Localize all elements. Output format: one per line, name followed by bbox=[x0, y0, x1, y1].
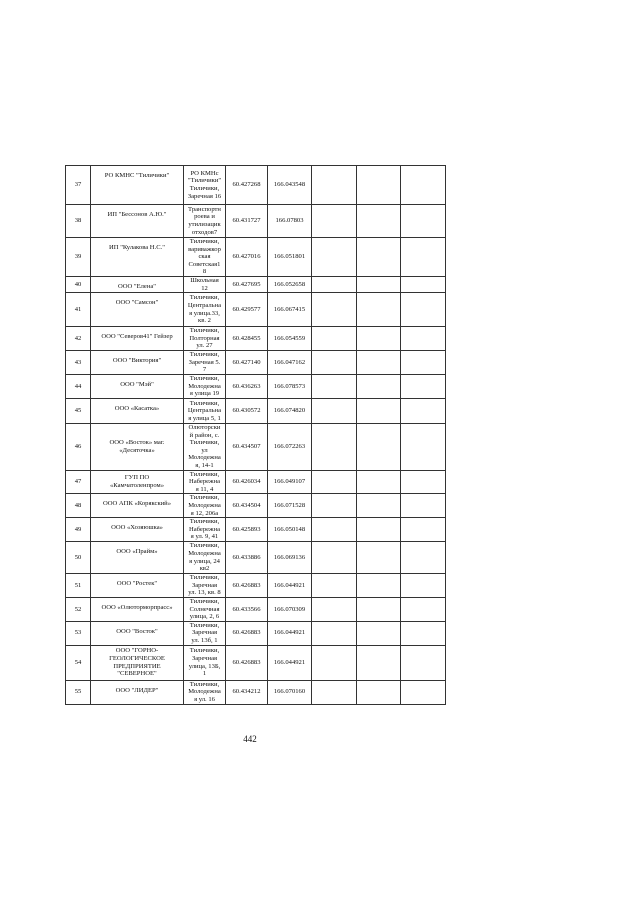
empty-cell bbox=[357, 350, 401, 374]
empty-cell bbox=[401, 470, 446, 494]
empty-cell bbox=[312, 494, 357, 518]
page-number: 442 bbox=[243, 734, 257, 744]
longitude-cell: 166.052658 bbox=[268, 276, 312, 292]
empty-cell bbox=[401, 276, 446, 292]
address-cell: Тиличики, Заречная 5. 7 bbox=[184, 350, 226, 374]
address-cell: Тиличики, Центральна я улица.33, кв. 2 bbox=[184, 293, 226, 327]
address-cell: Тиличики, вариважкор ская Советская1 8 bbox=[184, 238, 226, 277]
row-number-cell: 40 bbox=[66, 276, 91, 292]
organization-name-cell: ООО "Северов41" Гейзер bbox=[91, 327, 184, 351]
empty-cell bbox=[401, 645, 446, 680]
longitude-cell: 166.047162 bbox=[268, 350, 312, 374]
longitude-cell: 166.078573 bbox=[268, 374, 312, 398]
table-row bbox=[66, 494, 446, 518]
empty-cell bbox=[357, 645, 401, 680]
latitude-cell: 60.429577 bbox=[226, 293, 268, 327]
latitude-cell: 60.436263 bbox=[226, 374, 268, 398]
longitude-cell: 166.070160 bbox=[268, 680, 312, 704]
organizations-table bbox=[65, 165, 446, 705]
table-row bbox=[66, 518, 446, 542]
row-number-cell: 44 bbox=[66, 374, 91, 398]
longitude-cell: 166.054559 bbox=[268, 327, 312, 351]
latitude-cell: 60.434504 bbox=[226, 494, 268, 518]
empty-cell bbox=[401, 398, 446, 423]
row-number-cell: 53 bbox=[66, 621, 91, 645]
longitude-cell: 166.070309 bbox=[268, 598, 312, 622]
empty-cell bbox=[357, 276, 401, 292]
empty-cell bbox=[401, 166, 446, 205]
empty-cell bbox=[312, 542, 357, 574]
table-row bbox=[66, 166, 446, 205]
organization-name-cell: ИП "Бессонов А.Ю." bbox=[91, 205, 184, 238]
empty-cell bbox=[401, 574, 446, 598]
table-row bbox=[66, 293, 446, 327]
longitude-cell: 166.050148 bbox=[268, 518, 312, 542]
table-row bbox=[66, 598, 446, 622]
row-number-cell: 42 bbox=[66, 327, 91, 351]
organization-name-cell: ООО «Касатка» bbox=[91, 398, 184, 423]
empty-cell bbox=[401, 374, 446, 398]
organization-name-cell: РО КМНС "Тиличики" bbox=[91, 166, 184, 205]
empty-cell bbox=[357, 574, 401, 598]
longitude-cell: 166.043548 bbox=[268, 166, 312, 205]
row-number-cell: 48 bbox=[66, 494, 91, 518]
empty-cell bbox=[357, 542, 401, 574]
empty-cell bbox=[312, 238, 357, 277]
latitude-cell: 60.425893 bbox=[226, 518, 268, 542]
latitude-cell: 60.433566 bbox=[226, 598, 268, 622]
empty-cell bbox=[357, 518, 401, 542]
organization-name-cell: ИП "Кулакова Н.С." bbox=[91, 238, 184, 277]
empty-cell bbox=[401, 293, 446, 327]
row-number-cell: 38 bbox=[66, 205, 91, 238]
empty-cell bbox=[357, 327, 401, 351]
latitude-cell: 60.433886 bbox=[226, 542, 268, 574]
latitude-cell: 60.426034 bbox=[226, 470, 268, 494]
organization-name-cell: ООО «Прайм» bbox=[91, 542, 184, 574]
empty-cell bbox=[401, 621, 446, 645]
address-cell: РО КМНс "Тиличики" Тиличики, Заречная 16 bbox=[184, 166, 226, 205]
organization-name-cell: ООО «Хозяюшка» bbox=[91, 518, 184, 542]
empty-cell bbox=[401, 423, 446, 470]
latitude-cell: 60.431727 bbox=[226, 205, 268, 238]
organization-name-cell: ООО "Восток" bbox=[91, 621, 184, 645]
empty-cell bbox=[401, 205, 446, 238]
longitude-cell: 166.051801 bbox=[268, 238, 312, 277]
address-cell: Тиличики, Набережна я ул. 9, 41 bbox=[184, 518, 226, 542]
empty-cell bbox=[357, 205, 401, 238]
latitude-cell: 60.426883 bbox=[226, 621, 268, 645]
empty-cell bbox=[312, 293, 357, 327]
address-cell: Тиличики, Набережна я 11, 4 bbox=[184, 470, 226, 494]
organization-name-cell: ГУП ПО «Камчатоленпром» bbox=[91, 470, 184, 494]
table-row bbox=[66, 542, 446, 574]
organization-name-cell: ООО «Олюторморпрасс» bbox=[91, 598, 184, 622]
latitude-cell: 60.426883 bbox=[226, 574, 268, 598]
empty-cell bbox=[312, 276, 357, 292]
row-number-cell: 51 bbox=[66, 574, 91, 598]
row-number-cell: 52 bbox=[66, 598, 91, 622]
empty-cell bbox=[312, 398, 357, 423]
latitude-cell: 60.434507 bbox=[226, 423, 268, 470]
address-cell: Тиличики, Молодежна я 12, 206а bbox=[184, 494, 226, 518]
table-row bbox=[66, 374, 446, 398]
empty-cell bbox=[357, 398, 401, 423]
row-number-cell: 54 bbox=[66, 645, 91, 680]
longitude-cell: 166.07803 bbox=[268, 205, 312, 238]
address-cell: Тиличики, Полторная ул. 27 bbox=[184, 327, 226, 351]
longitude-cell: 166.074820 bbox=[268, 398, 312, 423]
longitude-cell: 166.044921 bbox=[268, 645, 312, 680]
empty-cell bbox=[357, 598, 401, 622]
row-number-cell: 39 bbox=[66, 238, 91, 277]
empty-cell bbox=[357, 621, 401, 645]
empty-cell bbox=[401, 542, 446, 574]
empty-cell bbox=[401, 598, 446, 622]
longitude-cell: 166.072263 bbox=[268, 423, 312, 470]
table-row bbox=[66, 350, 446, 374]
empty-cell bbox=[401, 327, 446, 351]
row-number-cell: 45 bbox=[66, 398, 91, 423]
empty-cell bbox=[312, 621, 357, 645]
row-number-cell: 50 bbox=[66, 542, 91, 574]
address-cell: Транспортн роева и утилизацик отходов7 bbox=[184, 205, 226, 238]
empty-cell bbox=[312, 574, 357, 598]
organization-name-cell: ООО "Мэй" bbox=[91, 374, 184, 398]
empty-cell bbox=[357, 374, 401, 398]
latitude-cell: 60.430572 bbox=[226, 398, 268, 423]
address-cell: Тиличики, Молодежна я ул. 16 bbox=[184, 680, 226, 704]
address-cell: Тиличики, Заречная ул. 13б, 1 bbox=[184, 621, 226, 645]
empty-cell bbox=[401, 680, 446, 704]
empty-cell bbox=[312, 470, 357, 494]
empty-cell bbox=[357, 238, 401, 277]
empty-cell bbox=[312, 374, 357, 398]
address-cell: Тиличики, Молодежна я улица 19 bbox=[184, 374, 226, 398]
empty-cell bbox=[401, 494, 446, 518]
organization-name-cell: ООО "Елена" bbox=[91, 276, 184, 292]
empty-cell bbox=[357, 293, 401, 327]
empty-cell bbox=[312, 327, 357, 351]
empty-cell bbox=[312, 423, 357, 470]
longitude-cell: 166.067415 bbox=[268, 293, 312, 327]
empty-cell bbox=[312, 680, 357, 704]
latitude-cell: 60.427140 bbox=[226, 350, 268, 374]
latitude-cell: 60.426883 bbox=[226, 645, 268, 680]
table-row bbox=[66, 276, 446, 292]
address-cell: Тиличики, Заречная ул. 13, кв. 8 bbox=[184, 574, 226, 598]
empty-cell bbox=[312, 166, 357, 205]
latitude-cell: 60.428455 bbox=[226, 327, 268, 351]
empty-cell bbox=[401, 350, 446, 374]
table-row bbox=[66, 205, 446, 238]
address-cell: Тиличики, Центральна я улица 5, 1 bbox=[184, 398, 226, 423]
organization-name-cell: ООО АПК «Корякский» bbox=[91, 494, 184, 518]
row-number-cell: 46 bbox=[66, 423, 91, 470]
empty-cell bbox=[401, 238, 446, 277]
table-row bbox=[66, 238, 446, 277]
longitude-cell: 166.044921 bbox=[268, 621, 312, 645]
organization-name-cell: ООО "ЛИДЕР" bbox=[91, 680, 184, 704]
longitude-cell: 166.049107 bbox=[268, 470, 312, 494]
empty-cell bbox=[312, 598, 357, 622]
empty-cell bbox=[312, 350, 357, 374]
table-row bbox=[66, 680, 446, 704]
row-number-cell: 47 bbox=[66, 470, 91, 494]
address-cell: Тиличики, Молодежна я улица, 24 кв2 bbox=[184, 542, 226, 574]
empty-cell bbox=[357, 166, 401, 205]
table-row bbox=[66, 645, 446, 680]
table-row bbox=[66, 621, 446, 645]
latitude-cell: 60.427695 bbox=[226, 276, 268, 292]
organization-name-cell: ООО "Самсон" bbox=[91, 293, 184, 327]
longitude-cell: 166.071528 bbox=[268, 494, 312, 518]
latitude-cell: 60.434212 bbox=[226, 680, 268, 704]
latitude-cell: 60.427268 bbox=[226, 166, 268, 205]
empty-cell bbox=[312, 205, 357, 238]
address-cell: Школьная 12 bbox=[184, 276, 226, 292]
table-row bbox=[66, 327, 446, 351]
row-number-cell: 37 bbox=[66, 166, 91, 205]
table-row bbox=[66, 470, 446, 494]
empty-cell bbox=[357, 680, 401, 704]
row-number-cell: 55 bbox=[66, 680, 91, 704]
organization-name-cell: ООО "Виктория" bbox=[91, 350, 184, 374]
latitude-cell: 60.427016 bbox=[226, 238, 268, 277]
longitude-cell: 166.069136 bbox=[268, 542, 312, 574]
empty-cell bbox=[357, 494, 401, 518]
address-cell: Тиличики, Солнечная улица, 2, 6 bbox=[184, 598, 226, 622]
longitude-cell: 166.044921 bbox=[268, 574, 312, 598]
row-number-cell: 49 bbox=[66, 518, 91, 542]
table-row bbox=[66, 574, 446, 598]
empty-cell bbox=[357, 423, 401, 470]
table-row bbox=[66, 423, 446, 470]
row-number-cell: 41 bbox=[66, 293, 91, 327]
organization-name-cell: ООО "Ростек" bbox=[91, 574, 184, 598]
organization-name-cell: ООО "ГОРНО- ГЕОЛОГИЧЕСКОЕ ПРЕДПРИЯТИЕ "СЕВЕРНОЕ" bbox=[91, 645, 184, 680]
table-row bbox=[66, 398, 446, 423]
address-cell: Тиличики, Заречная улица, 13Б, 1 bbox=[184, 645, 226, 680]
organization-name-cell: ООО «Восток» маг. «Десяточка» bbox=[91, 423, 184, 470]
row-number-cell: 43 bbox=[66, 350, 91, 374]
address-cell: Олюторски й район, с. Тиличики, ул Молодежна я, 14-1 bbox=[184, 423, 226, 470]
empty-cell bbox=[312, 645, 357, 680]
empty-cell bbox=[401, 518, 446, 542]
empty-cell bbox=[357, 470, 401, 494]
empty-cell bbox=[312, 518, 357, 542]
